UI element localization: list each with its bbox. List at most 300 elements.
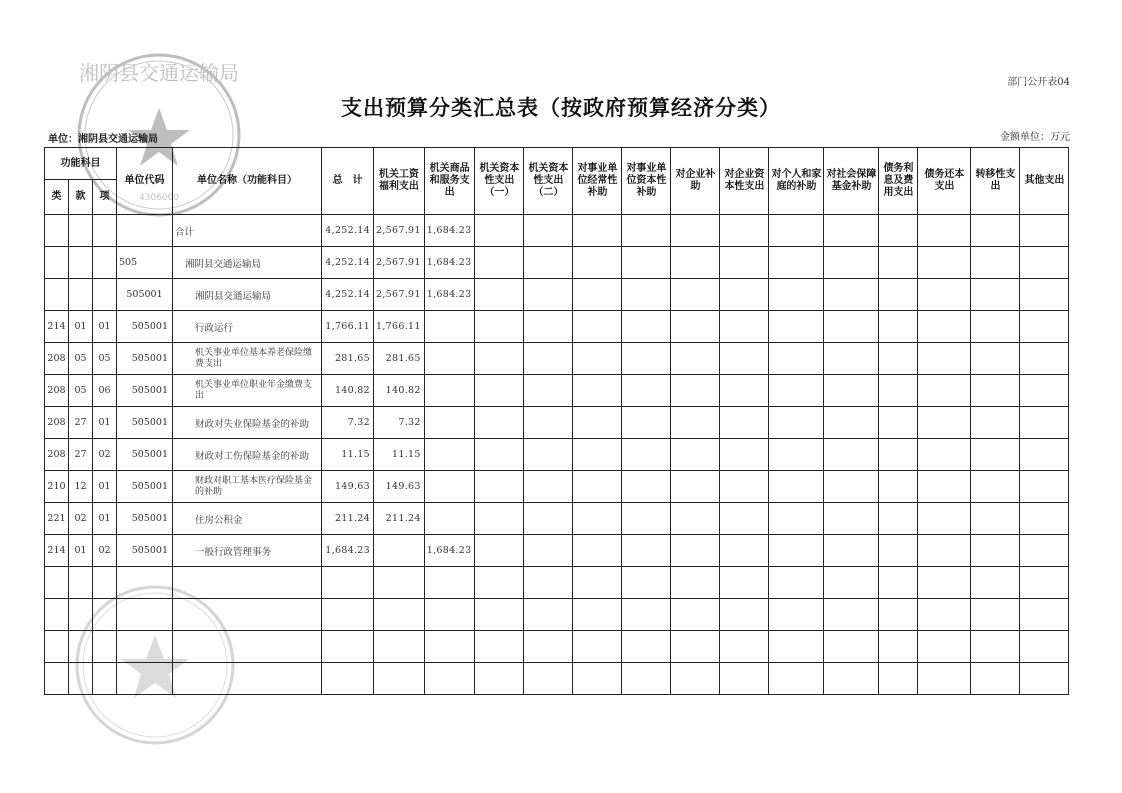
cell-unit-name: 一般行政管理事务: [173, 535, 322, 567]
cell-econ-empty: [824, 247, 879, 279]
cell-econ-empty: [573, 279, 622, 311]
cell-total: 4,252.14: [322, 215, 374, 247]
cell-empty: [971, 599, 1020, 631]
cell-unit-code: 505001: [117, 375, 173, 407]
cell-econ-empty: [573, 535, 622, 567]
table-row: [45, 215, 1069, 247]
cell-econ-empty: [720, 311, 769, 343]
cell-empty: [93, 631, 117, 663]
table-row-empty: [45, 599, 1069, 631]
cell-empty: [69, 567, 93, 599]
cell-econ-goods: [424, 407, 475, 439]
cell-econ-empty: [824, 471, 879, 503]
header-econ-enterprise-capital: 对企业资本性支出: [720, 148, 769, 215]
cell-empty: [971, 567, 1020, 599]
cell-econ-goods: [424, 343, 475, 375]
cell-unit-name: 湘阴县交通运输局: [173, 247, 322, 279]
cell-empty: [374, 663, 425, 695]
cell-unit-code: 505001: [117, 535, 173, 567]
header-func-subject: 功能科目: [45, 148, 117, 180]
cell-econ-empty: [879, 215, 918, 247]
cell-empty: [424, 663, 475, 695]
cell-empty: [475, 599, 524, 631]
cell-total: 211.24: [322, 503, 374, 535]
cell-empty: [879, 599, 918, 631]
cell-empty: [824, 631, 879, 663]
cell-econ-wage: [374, 535, 425, 567]
cell-econ-empty: [622, 311, 671, 343]
cell-econ-empty: [475, 439, 524, 471]
cell-xiang: 05: [93, 343, 117, 375]
cell-econ-goods: [424, 503, 475, 535]
cell-econ-empty: [1020, 535, 1069, 567]
cell-empty: [322, 663, 374, 695]
cell-econ-empty: [971, 407, 1020, 439]
cell-econ-empty: [720, 375, 769, 407]
cell-econ-empty: [1020, 503, 1069, 535]
cell-kuan: 27: [69, 407, 93, 439]
cell-econ-empty: [824, 279, 879, 311]
cell-empty: [475, 567, 524, 599]
cell-lei: 214: [45, 535, 69, 567]
cell-econ-empty: [824, 375, 879, 407]
cell-empty: [824, 663, 879, 695]
cell-lei: 210: [45, 471, 69, 503]
cell-econ-empty: [524, 311, 573, 343]
cell-econ-goods: 1,684.23: [424, 215, 475, 247]
cell-empty: [424, 599, 475, 631]
cell-econ-empty: [1020, 343, 1069, 375]
cell-econ-empty: [622, 375, 671, 407]
cell-econ-empty: [671, 503, 720, 535]
cell-kuan: 05: [69, 343, 93, 375]
cell-econ-empty: [971, 471, 1020, 503]
cell-econ-wage: 11.15: [374, 439, 425, 471]
cell-econ-wage: 2,567.91: [374, 247, 425, 279]
cell-xiang: [93, 279, 117, 311]
cell-empty: [69, 599, 93, 631]
cell-econ-empty: [769, 215, 824, 247]
cell-econ-goods: [424, 311, 475, 343]
cell-econ-empty: [524, 343, 573, 375]
cell-unit-code: [117, 215, 173, 247]
cell-total: 4,252.14: [322, 247, 374, 279]
cell-econ-empty: [879, 535, 918, 567]
cell-kuan: 05: [69, 375, 93, 407]
cell-empty: [918, 599, 971, 631]
cell-econ-empty: [573, 503, 622, 535]
cell-econ-empty: [720, 215, 769, 247]
cell-econ-empty: [1020, 247, 1069, 279]
cell-unit-code: 505001: [117, 439, 173, 471]
cell-econ-empty: [720, 407, 769, 439]
cell-lei: 208: [45, 375, 69, 407]
cell-empty: [573, 631, 622, 663]
cell-empty: [720, 631, 769, 663]
unit-label: 单位：湘阴县交通运输局: [48, 134, 158, 145]
cell-econ-empty: [475, 375, 524, 407]
cell-econ-empty: [622, 215, 671, 247]
cell-econ-empty: [769, 343, 824, 375]
header-econ-wage: 机关工资福利支出: [374, 148, 425, 215]
cell-econ-empty: [671, 343, 720, 375]
cell-kuan: 27: [69, 439, 93, 471]
cell-econ-empty: [524, 471, 573, 503]
cell-econ-empty: [720, 247, 769, 279]
cell-empty: [374, 567, 425, 599]
cell-kuan: 12: [69, 471, 93, 503]
cell-xiang: 02: [93, 439, 117, 471]
cell-kuan: 01: [69, 311, 93, 343]
header-econ-capital-1: 机关资本性支出（一）: [475, 148, 524, 215]
cell-econ-empty: [622, 247, 671, 279]
cell-xiang: [93, 215, 117, 247]
cell-econ-empty: [1020, 311, 1069, 343]
cell-econ-empty: [918, 439, 971, 471]
cell-econ-empty: [671, 407, 720, 439]
cell-empty: [1020, 663, 1069, 695]
cell-lei: [45, 279, 69, 311]
cell-econ-empty: [671, 247, 720, 279]
cell-empty: [45, 599, 69, 631]
budget-table: [44, 147, 1069, 695]
cell-empty: [720, 663, 769, 695]
cell-econ-empty: [475, 311, 524, 343]
cell-econ-empty: [824, 503, 879, 535]
cell-econ-wage: 281.65: [374, 343, 425, 375]
header-xiang: 项: [93, 180, 117, 215]
cell-econ-empty: [573, 343, 622, 375]
cell-empty: [173, 567, 322, 599]
header-econ-debt-interest: 债务利息及费用支出: [879, 148, 918, 215]
cell-econ-empty: [769, 503, 824, 535]
header-total: 总 计: [322, 148, 374, 215]
cell-empty: [45, 631, 69, 663]
cell-econ-empty: [671, 279, 720, 311]
table-row: [45, 311, 1069, 343]
cell-empty: [322, 599, 374, 631]
cell-empty: [475, 631, 524, 663]
cell-kuan: [69, 279, 93, 311]
cell-unit-name: 行政运行: [173, 311, 322, 343]
cell-empty: [918, 631, 971, 663]
cell-unit-code: 505: [117, 247, 173, 279]
header-econ-transfer: 转移性支出: [971, 148, 1020, 215]
table-row: [45, 535, 1069, 567]
cell-econ-empty: [475, 407, 524, 439]
cell-econ-goods: [424, 439, 475, 471]
cell-econ-empty: [671, 471, 720, 503]
cell-empty: [45, 567, 69, 599]
cell-econ-wage: 2,567.91: [374, 215, 425, 247]
cell-econ-empty: [918, 279, 971, 311]
cell-econ-empty: [573, 215, 622, 247]
cell-econ-empty: [475, 535, 524, 567]
cell-econ-goods: [424, 471, 475, 503]
cell-lei: [45, 215, 69, 247]
cell-empty: [45, 663, 69, 695]
cell-unit-name: 机关事业单位职业年金缴费支出: [173, 375, 322, 407]
cell-empty: [769, 663, 824, 695]
cell-econ-wage: 140.82: [374, 375, 425, 407]
cell-xiang: [93, 247, 117, 279]
cell-empty: [622, 567, 671, 599]
cell-empty: [117, 663, 173, 695]
cell-empty: [69, 631, 93, 663]
cell-econ-empty: [879, 503, 918, 535]
cell-econ-empty: [918, 503, 971, 535]
header-econ-enterprise: 对企业补助: [671, 148, 720, 215]
cell-econ-empty: [1020, 215, 1069, 247]
cell-econ-empty: [622, 439, 671, 471]
cell-total: 140.82: [322, 375, 374, 407]
cell-empty: [622, 663, 671, 695]
cell-econ-empty: [879, 343, 918, 375]
cell-empty: [573, 567, 622, 599]
cell-econ-empty: [918, 535, 971, 567]
cell-econ-empty: [720, 343, 769, 375]
cell-econ-empty: [879, 247, 918, 279]
cell-econ-wage: 149.63: [374, 471, 425, 503]
cell-empty: [524, 567, 573, 599]
cell-empty: [769, 567, 824, 599]
cell-xiang: 01: [93, 311, 117, 343]
table-row: [45, 375, 1069, 407]
cell-kuan: [69, 215, 93, 247]
form-code: 部门公开表04: [1007, 77, 1070, 88]
cell-econ-empty: [824, 439, 879, 471]
cell-empty: [117, 599, 173, 631]
cell-xiang: 01: [93, 471, 117, 503]
cell-econ-goods: [424, 375, 475, 407]
cell-econ-empty: [971, 279, 1020, 311]
cell-econ-empty: [824, 311, 879, 343]
cell-econ-wage: 2,567.91: [374, 279, 425, 311]
cell-unit-code: 505001: [117, 343, 173, 375]
cell-empty: [374, 599, 425, 631]
cell-econ-empty: [918, 407, 971, 439]
cell-econ-empty: [475, 215, 524, 247]
header-unit-name: 单位名称（功能科目）: [173, 148, 322, 215]
cell-empty: [322, 567, 374, 599]
cell-econ-empty: [622, 407, 671, 439]
cell-econ-empty: [720, 439, 769, 471]
cell-empty: [524, 631, 573, 663]
header-kuan: 款: [69, 180, 93, 215]
cell-econ-empty: [971, 311, 1020, 343]
cell-econ-empty: [622, 535, 671, 567]
cell-unit-code: 505001: [117, 471, 173, 503]
cell-empty: [1020, 631, 1069, 663]
cell-empty: [322, 631, 374, 663]
cell-unit-code: 505001: [117, 311, 173, 343]
cell-empty: [769, 631, 824, 663]
cell-unit-name: 财政对失业保险基金的补助: [173, 407, 322, 439]
cell-econ-empty: [769, 407, 824, 439]
cell-econ-wage: 7.32: [374, 407, 425, 439]
cell-xiang: 01: [93, 407, 117, 439]
cell-econ-empty: [573, 247, 622, 279]
table-row: [45, 247, 1069, 279]
cell-empty: [374, 631, 425, 663]
cell-empty: [93, 599, 117, 631]
cell-econ-empty: [671, 535, 720, 567]
cell-econ-empty: [769, 439, 824, 471]
cell-econ-empty: [720, 279, 769, 311]
cell-econ-empty: [971, 343, 1020, 375]
table-body: [45, 215, 1069, 695]
cell-econ-empty: [971, 439, 1020, 471]
cell-empty: [918, 663, 971, 695]
cell-empty: [69, 663, 93, 695]
header-econ-debt-principal: 债务还本支出: [918, 148, 971, 215]
cell-empty: [824, 599, 879, 631]
cell-empty: [879, 663, 918, 695]
cell-empty: [424, 631, 475, 663]
cell-econ-goods: 1,684.23: [424, 279, 475, 311]
cell-econ-empty: [1020, 471, 1069, 503]
cell-empty: [524, 599, 573, 631]
cell-econ-empty: [671, 375, 720, 407]
cell-empty: [671, 567, 720, 599]
cell-econ-wage: 211.24: [374, 503, 425, 535]
cell-empty: [573, 663, 622, 695]
cell-econ-empty: [475, 503, 524, 535]
cell-econ-empty: [769, 247, 824, 279]
cell-econ-empty: [475, 343, 524, 375]
seal-code: 4306000: [138, 193, 180, 203]
cell-econ-empty: [573, 375, 622, 407]
cell-econ-empty: [622, 343, 671, 375]
cell-econ-empty: [573, 407, 622, 439]
cell-econ-empty: [573, 471, 622, 503]
cell-econ-empty: [524, 407, 573, 439]
cell-econ-empty: [879, 279, 918, 311]
cell-empty: [573, 599, 622, 631]
cell-empty: [671, 631, 720, 663]
cell-unit-code: 505001: [117, 279, 173, 311]
cell-econ-empty: [769, 311, 824, 343]
cell-empty: [879, 631, 918, 663]
header-unit-code: 单位代码: [117, 148, 173, 215]
seal-text: 湘阴县交通运输局: [79, 61, 239, 85]
cell-econ-empty: [671, 311, 720, 343]
cell-unit-name: 住房公积金: [173, 503, 322, 535]
cell-econ-empty: [824, 407, 879, 439]
header-econ-capital-2: 机关资本性支出（二）: [524, 148, 573, 215]
cell-total: 7.32: [322, 407, 374, 439]
cell-empty: [93, 663, 117, 695]
cell-kuan: 02: [69, 503, 93, 535]
table-row: [45, 343, 1069, 375]
cell-econ-empty: [918, 343, 971, 375]
cell-econ-goods: 1,684.23: [424, 247, 475, 279]
cell-lei: 214: [45, 311, 69, 343]
cell-econ-empty: [769, 279, 824, 311]
table-row: [45, 503, 1069, 535]
header-econ-social-security: 对社会保障基金补助: [824, 148, 879, 215]
cell-unit-name: 财政对工伤保险基金的补助: [173, 439, 322, 471]
cell-econ-empty: [824, 343, 879, 375]
cell-econ-empty: [918, 375, 971, 407]
cell-econ-empty: [971, 535, 1020, 567]
cell-total: 1,766.11: [322, 311, 374, 343]
cell-xiang: 06: [93, 375, 117, 407]
cell-empty: [424, 567, 475, 599]
cell-xiang: 02: [93, 535, 117, 567]
cell-lei: 221: [45, 503, 69, 535]
cell-empty: [475, 663, 524, 695]
cell-empty: [622, 599, 671, 631]
cell-lei: 208: [45, 343, 69, 375]
cell-econ-empty: [524, 279, 573, 311]
cell-econ-empty: [1020, 439, 1069, 471]
cell-econ-empty: [573, 439, 622, 471]
cell-empty: [971, 631, 1020, 663]
table-row: [45, 471, 1069, 503]
cell-econ-empty: [524, 247, 573, 279]
cell-total: 4,252.14: [322, 279, 374, 311]
table-row-empty: [45, 663, 1069, 695]
cell-econ-empty: [475, 247, 524, 279]
cell-empty: [117, 631, 173, 663]
cell-econ-empty: [824, 535, 879, 567]
cell-econ-empty: [622, 471, 671, 503]
header-lei: 类: [45, 180, 69, 215]
cell-unit-name: 合计: [173, 215, 322, 247]
cell-econ-empty: [573, 311, 622, 343]
cell-unit-code: 505001: [117, 407, 173, 439]
cell-econ-empty: [879, 471, 918, 503]
cell-econ-empty: [918, 215, 971, 247]
cell-kuan: [69, 247, 93, 279]
cell-total: 1,684.23: [322, 535, 374, 567]
cell-econ-empty: [971, 215, 1020, 247]
cell-econ-empty: [524, 535, 573, 567]
cell-empty: [671, 599, 720, 631]
cell-econ-empty: [524, 503, 573, 535]
header-econ-inst-regular: 对事业单位经常性补助: [573, 148, 622, 215]
cell-econ-empty: [671, 215, 720, 247]
table-row-empty: [45, 567, 1069, 599]
cell-total: 281.65: [322, 343, 374, 375]
cell-econ-empty: [524, 215, 573, 247]
cell-econ-empty: [475, 471, 524, 503]
cell-lei: 208: [45, 439, 69, 471]
cell-empty: [524, 663, 573, 695]
cell-econ-wage: 1,766.11: [374, 311, 425, 343]
page-title: 支出预算分类汇总表（按政府预算经济分类）: [341, 95, 781, 120]
cell-empty: [671, 663, 720, 695]
cell-empty: [173, 663, 322, 695]
cell-econ-empty: [622, 503, 671, 535]
cell-unit-name: 湘阴县交通运输局: [173, 279, 322, 311]
cell-unit-name: 财政对职工基本医疗保险基金的补助: [173, 471, 322, 503]
amount-unit: 金额单位：万元: [1000, 132, 1070, 143]
cell-econ-empty: [918, 311, 971, 343]
cell-econ-empty: [622, 279, 671, 311]
cell-empty: [971, 663, 1020, 695]
table-row: [45, 279, 1069, 311]
cell-empty: [173, 631, 322, 663]
cell-empty: [769, 599, 824, 631]
cell-econ-empty: [971, 503, 1020, 535]
cell-econ-empty: [671, 439, 720, 471]
cell-econ-empty: [769, 535, 824, 567]
cell-empty: [93, 567, 117, 599]
cell-empty: [918, 567, 971, 599]
header-econ-inst-capital: 对事业单位资本性补助: [622, 148, 671, 215]
